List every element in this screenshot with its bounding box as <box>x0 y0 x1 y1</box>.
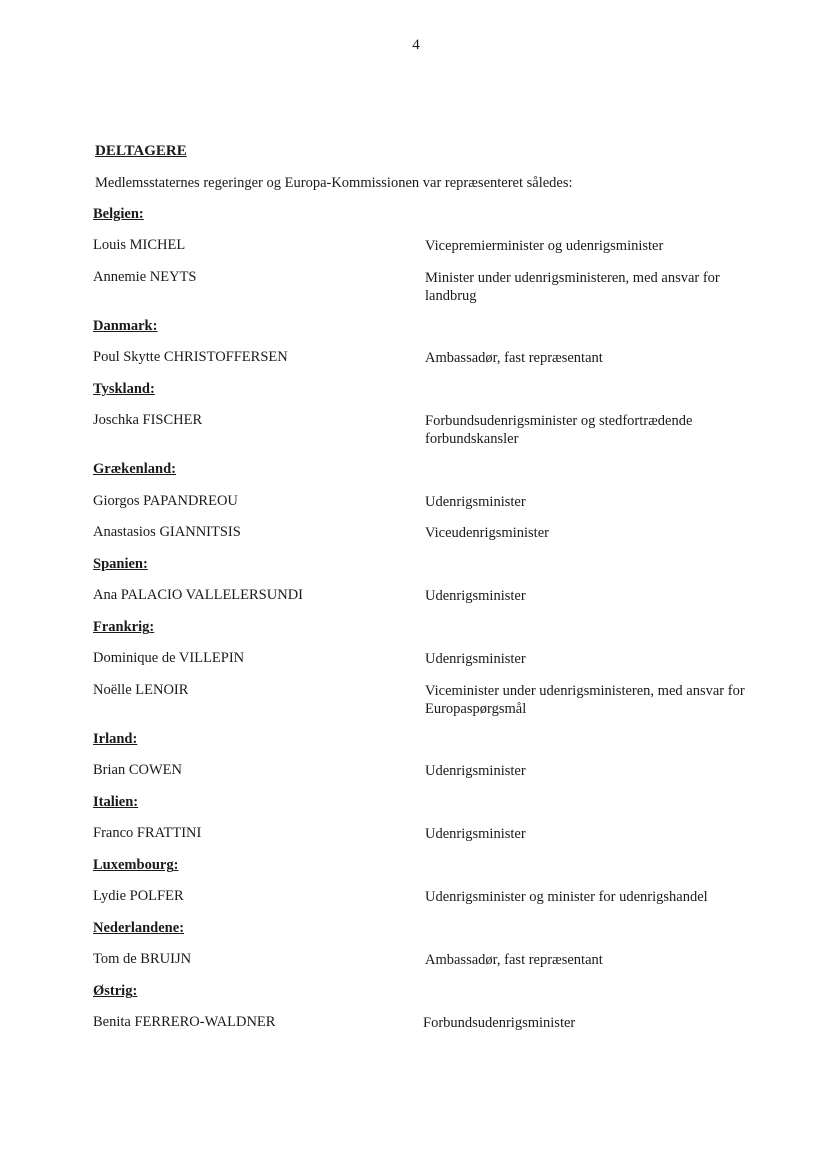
delegate-name: Anastasios GIANNITSIS <box>93 524 241 540</box>
delegate-role: Minister under udenrigsministeren, med ansvar for landbrug <box>425 270 720 304</box>
delegate-name: Annemie NEYTS <box>93 269 197 285</box>
delegate-role: Udenrigsminister <box>425 826 526 842</box>
delegate-name: Benita FERRERO-WALDNER <box>93 1014 276 1030</box>
delegate-role: Udenrigsminister <box>425 763 526 779</box>
delegate-name: Poul Skytte CHRISTOFFERSEN <box>93 349 288 365</box>
country-heading-belgien: Belgien: <box>93 206 144 222</box>
delegate-name: Tom de BRUIJN <box>93 951 192 967</box>
delegate-role: Forbundsudenrigsminister og stedfortrædende forbundskansler <box>425 413 693 447</box>
delegate-name: Giorgos PAPANDREOU <box>93 493 238 509</box>
delegate-role: Ambassadør, fast repræsentant <box>425 350 603 366</box>
country-heading-spanien: Spanien: <box>93 556 148 572</box>
country-heading-luxembourg: Luxembourg: <box>93 857 179 873</box>
country-heading-italien: Italien: <box>93 794 139 810</box>
delegate-role: Viceudenrigsminister <box>425 525 549 541</box>
delegate-name: Noëlle LENOIR <box>93 682 189 698</box>
delegate-name: Brian COWEN <box>93 762 182 778</box>
country-heading-frankrig: Frankrig: <box>93 619 155 635</box>
delegate-role: Ambassadør, fast repræsentant <box>425 952 603 968</box>
delegate-role: Udenrigsminister <box>425 588 526 604</box>
country-heading-tyskland: Tyskland: <box>93 381 155 397</box>
delegate-name: Ana PALACIO VALLELERSUNDI <box>93 587 303 603</box>
page-number: 4 <box>412 37 420 53</box>
delegate-role: Udenrigsminister og minister for udenrigshandel <box>425 889 708 905</box>
country-heading-oestrig: Østrig: <box>93 983 138 999</box>
delegate-role: Udenrigsminister <box>425 494 526 510</box>
delegate-name: Joschka FISCHER <box>93 412 203 428</box>
country-heading-nederlandene: Nederlandene: <box>93 920 185 936</box>
section-heading: DELTAGERE <box>95 143 187 159</box>
delegate-name: Dominique de VILLEPIN <box>93 650 245 666</box>
delegate-role: Vicepremierminister og udenrigsminister <box>425 238 664 254</box>
delegate-name: Franco FRATTINI <box>93 825 202 841</box>
intro-text: Medlemsstaternes regeringer og Europa-Kommissionen var repræsenteret således: <box>95 175 573 191</box>
country-heading-irland: Irland: <box>93 731 138 747</box>
delegate-role: Forbundsudenrigsminister <box>423 1015 576 1031</box>
delegate-role: Viceminister under udenrigsministeren, med ansvar for Europaspørgsmål <box>425 683 745 717</box>
country-heading-danmark: Danmark: <box>93 318 158 334</box>
delegate-name: Louis MICHEL <box>93 237 186 253</box>
country-heading-graekenland: Grækenland: <box>93 461 177 477</box>
delegate-role: Udenrigsminister <box>425 651 526 667</box>
delegate-name: Lydie POLFER <box>93 888 184 904</box>
